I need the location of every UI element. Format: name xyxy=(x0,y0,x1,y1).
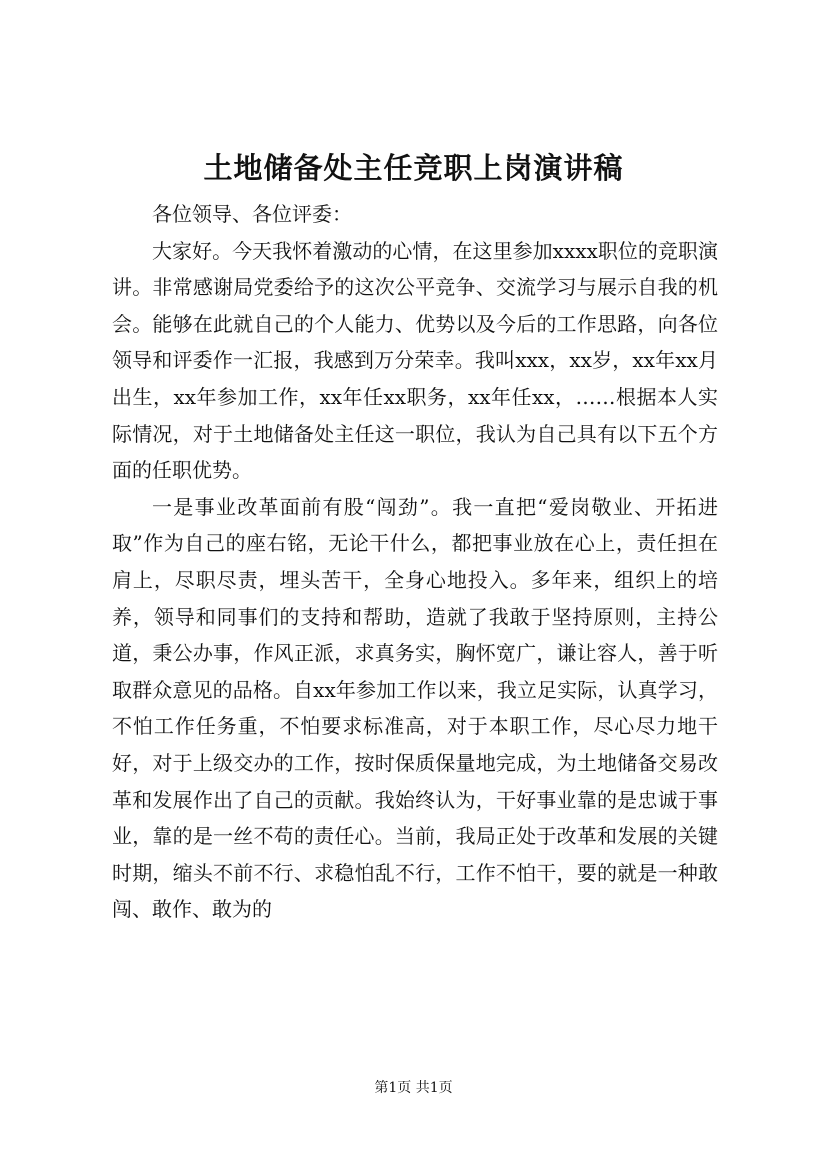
document-title: 土地储备处主任竞职上岗演讲稿 xyxy=(203,151,624,185)
salutation: 各位领导、各位评委： xyxy=(152,202,352,226)
document-body xyxy=(112,196,718,928)
page-footer: 第1页 共1页 xyxy=(374,1080,453,1096)
paragraph-1: 大家好。今天我怀着激动的心情，在这里参加xxxx职位的竞职演讲。非常感谢局党委给予的这次公平竞争、交流学习与展示自我的机会。能够在此就自己的个人能力、优势以及今后的工作思路，向各位领导和评委作一汇报，我感到万分荣幸。我叫xxx，xx岁，xx年xx月出生，xx年参加工作，xx年任xx职务，xx年任xx，……根据本人实际情况，对于土地储备处主任这一职位，我认为自己具有以下五个方面的任职优势。 xyxy=(112,238,718,483)
paragraph-2: 一是事业改革面前有股“闯劲”。我一直把“爱岗敬业、开拓进取”作为自己的座右铭，无论干什么，都把事业放在心上，责任担在肩上，尽职尽责，埋头苦干，全身心地投入。多年来，组织上的培养，领导和同事们的支持和帮助，造就了我敢于坚持原则，主持公道，秉公办事，作风正派，求真务实，胸怀宽广，谦让容人，善于听取群众意见的品格。自xx年参加工作以来，我立足实际，认真学习，不怕工作任务重，不怕要求标准高，对于本职工作，尽心尽力地干好，对于上级交办的工作，按时保质保量地完成，为土地储备交易改革和发展作出了自己的贡献。我始终认为，干好事业靠的是忠诚于事业，靠的是一丝不苟的责任心。当前，我局正处于改革和发展的关键时期，缩头不前不行、求稳怕乱不行，工作不怕干，要的就是一种敢闯、敢作、敢为的 xyxy=(112,494,718,922)
